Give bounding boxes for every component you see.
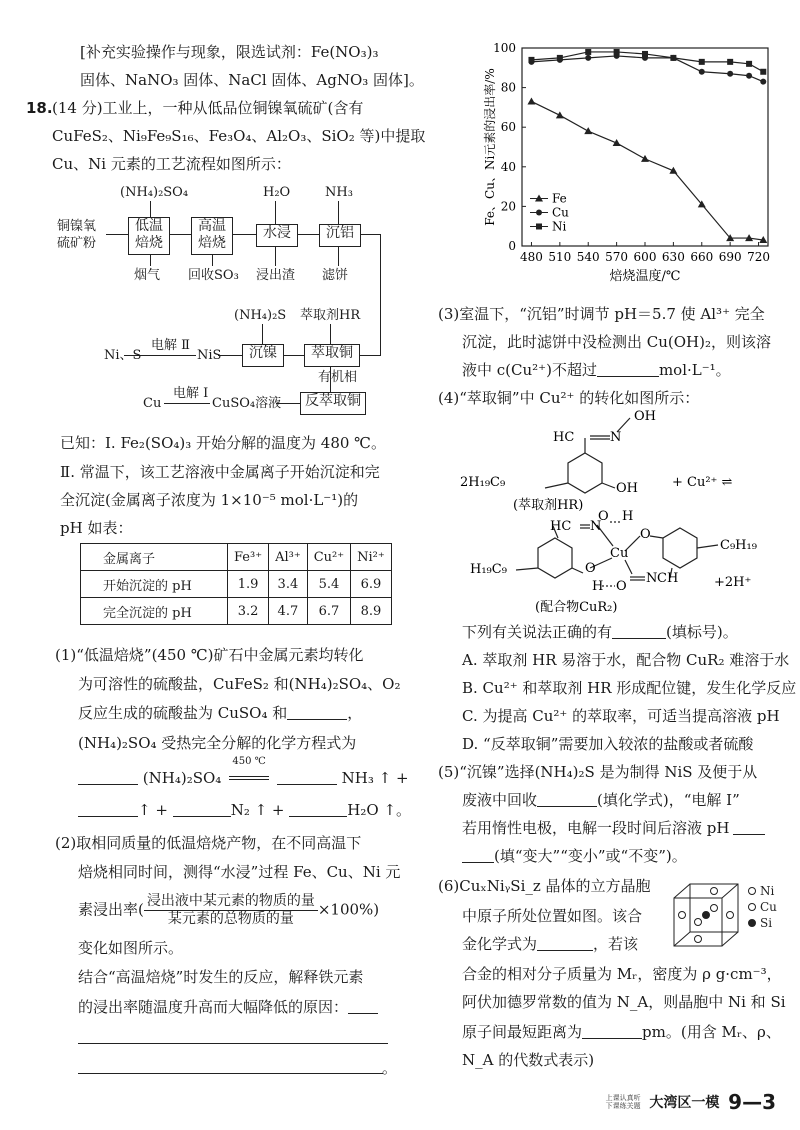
- table-cell: 6.9: [351, 571, 392, 598]
- legend-ni: Ni: [760, 884, 775, 898]
- known-condition-1: 已知：Ⅰ. Fe₂(SO₄)₃ 开始分解的温度为 480 ℃。: [60, 434, 386, 452]
- hr-oxime-oh: OH: [634, 409, 656, 424]
- electrolysis-2-label: 电解 Ⅱ: [151, 338, 190, 353]
- ni-legend-icon: [749, 888, 756, 895]
- extractant-hr-label: (萃取剂HR): [513, 498, 584, 513]
- complex-cur2-label: (配合物CuR₂): [535, 600, 618, 615]
- data-point-fe: [613, 139, 621, 146]
- ni-atom: [711, 888, 718, 895]
- legend-label-ni: Ni: [552, 219, 567, 234]
- chart-legend: [530, 191, 569, 233]
- q6-line-3: 金化学式为 ，若该: [462, 935, 639, 953]
- x-tick-label: 690: [718, 250, 742, 264]
- table-row: [81, 544, 392, 571]
- q4-option-b: B. Cu²⁺ 和萃取剂 HR 形成配位键，发生化学反应: [462, 679, 797, 697]
- complex-o-text-4: O: [616, 579, 627, 594]
- legend-marker: [536, 223, 542, 229]
- ni-atom: [695, 919, 702, 926]
- q6-line-5: 阿伏加德罗常数的值为 N_A，则晶胞中 Ni 和 Si: [462, 993, 786, 1011]
- reagent-ammonium-sulfide: (NH₄)₂S: [234, 308, 287, 323]
- table-cell: 完全沉淀的 pH: [81, 598, 228, 625]
- output-leach-residue: 浸出渣: [256, 268, 296, 283]
- data-point-ni: [760, 69, 766, 75]
- data-point-ni: [614, 49, 620, 55]
- nickel-sulfide: NiS: [197, 348, 222, 363]
- question-18-line-2: CuFeS₂、Ni₉Fe₉S₁₆、Fe₃O₄、Al₂O₃、SiO₂ 等)中提取: [52, 127, 426, 145]
- complex-alkyl-left: H₁₉C₉: [470, 562, 507, 577]
- copper-product: Cu: [143, 396, 162, 411]
- table-cell: 开始沉淀的 pH: [81, 571, 228, 598]
- y-tick-label: 80: [500, 80, 516, 95]
- answer-blank[interactable]: [537, 791, 597, 807]
- table-cell: 1.9: [228, 571, 269, 598]
- footer-slogan: 上课认真听 下课练关题: [605, 1094, 641, 1110]
- q3-line-3: 液中 c(Cu²⁺)不超过 mol·L⁻¹。: [462, 361, 731, 379]
- step-water-leach: 水浸: [256, 224, 298, 247]
- data-point-cu: [746, 73, 752, 79]
- data-point-ni: [585, 49, 591, 55]
- data-point-fe: [527, 97, 535, 104]
- q2-line-6: 的浸出率随温度升高而大幅降低的原因：: [78, 997, 378, 1017]
- cu-atom: [679, 912, 686, 919]
- data-point-cu: [585, 55, 591, 61]
- intro-line-1: [补充实验操作与现象，限选试剂：Fe(NO₃)₃: [80, 43, 379, 61]
- x-tick-label: 570: [605, 250, 629, 264]
- data-point-cu: [699, 69, 705, 75]
- q1-line-2: 为可溶性的硫酸盐，CuFeS₂ 和(NH₄)₂SO₄、O₂: [78, 675, 401, 693]
- cu-legend-icon: [749, 904, 756, 911]
- q3-line-2: 沉淀，此时滤饼中没检测出 Cu(OH)₂，则该溶: [462, 333, 772, 351]
- complex-h-text-1: H: [622, 509, 634, 524]
- answer-blank[interactable]: [78, 801, 138, 817]
- complex-alkyl-right: C₉H₁₉: [720, 538, 757, 553]
- table-row: [81, 598, 392, 625]
- si-atom: [703, 912, 710, 919]
- data-point-ni: [746, 61, 752, 67]
- copper-center: Cu: [610, 546, 629, 561]
- y-tick-label: 0: [508, 239, 516, 253]
- copper-sulfate-solution: CuSO₄溶液: [212, 396, 282, 411]
- reagent-ammonium-sulfate: (NH₄)₂SO₄: [120, 185, 189, 200]
- nickel-sulfur-products: Ni、S: [104, 348, 142, 363]
- answer-blank[interactable]: [287, 704, 347, 720]
- step-copper-back-extraction: 反萃取铜: [300, 392, 366, 415]
- q2-line-2: 焙烧相同时间，测得“水浸”过程 Fe、Cu、Ni 元: [78, 863, 401, 881]
- q2-line-7-end: 。: [382, 1059, 398, 1077]
- q6-line-1: (6)CuₓNiᵧSi_z 晶体的立方晶胞: [438, 877, 651, 895]
- exam-name: 大湾区一模: [649, 1095, 720, 1111]
- question-18-line-3: Cu、Ni 元素的工艺流程如图所示：: [52, 155, 291, 173]
- data-point-ni: [670, 55, 676, 61]
- q5-line-3: 若用惰性电极，电解一段时间后溶液 pH: [462, 818, 765, 838]
- q1-equation-line-1: (NH₄)₂SO₄ 450 ℃ NH₃ ↑ +: [78, 768, 409, 788]
- table-row: [81, 571, 392, 598]
- organic-phase-label: 有机相: [318, 370, 358, 385]
- y-tick-label: 20: [500, 199, 516, 214]
- step-high-temp-roast: 高温 焙烧: [191, 217, 233, 255]
- data-point-cu: [760, 79, 766, 85]
- leach-rate-fraction: $\frac{\text{浸出液中某元素的物质的量}}{\text{某元素的总物质的量}}$: [144, 893, 318, 928]
- q2-line-1: (2)取相同质量的低温焙烧产物，在不同高温下: [55, 834, 362, 852]
- table-header-cell: Ni²⁺: [351, 544, 392, 571]
- q1-equation-line-2: ↑ + N₂ ↑ + H₂O ↑。: [78, 800, 411, 820]
- table-cell: 6.7: [307, 598, 350, 625]
- answer-line[interactable]: [78, 1043, 388, 1044]
- chart-y-axis-label: Fe、Cu、Ni元素的浸出率/%: [483, 68, 497, 226]
- data-point-ni: [699, 59, 705, 65]
- si-legend-icon: [749, 920, 756, 927]
- chart-x-axis-label: 焙烧温度/℃: [609, 269, 681, 284]
- table-cell: 4.7: [269, 598, 308, 625]
- q5-line-1: (5)“沉镍”选择(NH₄)₂S 是为制得 NiS 及便于从: [438, 763, 758, 781]
- reaction-plus-h: +2H⁺: [714, 575, 752, 590]
- y-tick-label: 60: [500, 120, 516, 135]
- q5-line-4: (填“变大”“变小”或“不变”)。: [462, 846, 687, 866]
- step-copper-extraction: 萃取铜: [304, 344, 360, 367]
- step-aluminum-precipitation: 沉铝: [319, 224, 361, 247]
- step-nickel-precipitation: 沉镍: [242, 344, 284, 367]
- q1-line-3: 反应生成的硫酸盐为 CuSO₄ 和 ，: [78, 704, 363, 722]
- known-condition-2a: Ⅱ. 常温下，该工艺溶液中金属离子开始沉淀和完: [60, 463, 380, 481]
- table-header-cell: 金属离子: [81, 544, 228, 571]
- y-tick-label: 100: [493, 41, 516, 55]
- complex-o-text-1: O: [598, 509, 609, 524]
- legend-label-fe: Fe: [552, 191, 567, 206]
- step-low-temp-roast: 低温 焙烧: [128, 217, 170, 255]
- q3-line-1: (3)室温下，“沉铝”时调节 pH＝5.7 使 Al³⁺ 完全: [438, 305, 765, 323]
- q1-line-1: (1)“低温焙烧”(450 ℃)矿石中金属元素均转化: [55, 646, 364, 664]
- complex-ch-text: CH: [657, 571, 679, 586]
- data-point-cu: [727, 71, 733, 77]
- complex-n-text: N: [590, 519, 602, 534]
- data-point-fe: [641, 155, 649, 162]
- x-tick-label: 600: [633, 250, 657, 264]
- legend-label-cu: Cu: [552, 205, 569, 220]
- q2-line-4: 变化如图所示。: [78, 939, 184, 957]
- q6-line-2: 中原子所处位置如图。该合: [462, 907, 643, 925]
- answer-blank[interactable]: [582, 1023, 642, 1039]
- q6-line-7: N_A 的代数式表示): [462, 1051, 595, 1069]
- table-header-cell: Cu²⁺: [307, 544, 350, 571]
- complex-n-text-2: N: [646, 571, 658, 586]
- q1-line-4: (NH₄)₂SO₄ 受热完全分解的化学方程式为: [78, 734, 357, 752]
- y-tick-label: 40: [500, 159, 516, 174]
- cu-atom: [711, 905, 718, 912]
- q4-option-d: D. “反萃取铜”需要加入较浓的盐酸或者硫酸: [462, 735, 754, 753]
- x-tick-label: 720: [747, 250, 770, 264]
- raw-material: 铜镍氧 硫矿粉: [57, 219, 97, 251]
- crystal-unit-cell: [660, 878, 798, 960]
- answer-line[interactable]: [78, 1073, 383, 1074]
- answer-blank[interactable]: [733, 819, 765, 835]
- legend-si: Si: [760, 916, 773, 930]
- data-point-fe: [669, 167, 677, 174]
- data-point-ni: [557, 55, 563, 61]
- leach-rate-chart: [480, 30, 780, 292]
- answer-blank[interactable]: [78, 769, 138, 785]
- table-cell: 5.4: [307, 571, 350, 598]
- hr-alkyl-group: 2H₁₉C₉: [460, 475, 506, 490]
- q4-question: 下列有关说法正确的有 (填标号)。: [462, 623, 738, 641]
- legend-marker: [536, 209, 542, 215]
- q2-line-5: 结合“高温焙烧”时发生的反应，解释铁元素: [78, 968, 364, 986]
- x-tick-label: 510: [548, 250, 572, 264]
- table-cell: 3.2: [228, 598, 269, 625]
- output-filter-cake: 滤饼: [322, 268, 349, 283]
- answer-blank[interactable]: [462, 847, 494, 863]
- ph-table: [80, 543, 392, 625]
- answer-blank[interactable]: [277, 769, 337, 785]
- right-column: [400, 0, 800, 1130]
- q6-line-4: 合金的相对分子质量为 Mᵣ，密度为 ρ g·cm⁻³，: [462, 965, 782, 983]
- data-point-fe: [556, 111, 564, 118]
- answer-blank[interactable]: [348, 998, 378, 1014]
- known-condition-2b: 全沉淀(金属离子浓度为 1×10⁻⁵ mol·L⁻¹)的: [60, 491, 359, 509]
- known-condition-2c: pH 如表：: [60, 519, 133, 537]
- q2-line-3: 素浸出率( $\frac{\text{浸出液中某元素的物质的量}}{\text{某元素的总物质的量}}$ ×100%): [78, 893, 380, 927]
- q4-line-1: (4)“萃取铜”中 Cu²⁺ 的转化如图所示：: [438, 389, 700, 407]
- answer-blank[interactable]: [537, 935, 593, 951]
- reaction-plus-cu: + Cu²⁺ ⇌: [672, 475, 733, 490]
- ni-atom: [695, 936, 702, 943]
- table-header-cell: Fe³⁺: [228, 544, 269, 571]
- answer-blank[interactable]: [597, 361, 659, 377]
- q4-option-c: C. 为提高 Cu²⁺ 的萃取率，可适当提高溶液 pH: [462, 707, 780, 725]
- q6-line-6: 原子间最短距离为 pm。(用含 Mᵣ、ρ、: [462, 1023, 781, 1041]
- extraction-reaction-structure: [450, 408, 800, 618]
- x-tick-label: 480: [520, 250, 543, 264]
- table-cell: 3.4: [269, 571, 308, 598]
- intro-line-2: 固体、NaNO₃ 固体、NaCl 固体、AgNO₃ 固体]。: [80, 71, 424, 89]
- x-tick-label: 660: [690, 250, 714, 264]
- reagent-water: H₂O: [263, 185, 291, 200]
- table-cell: 8.9: [351, 598, 392, 625]
- data-point-ni: [528, 57, 534, 63]
- data-point-fe: [584, 127, 592, 134]
- output-flue-gas: 烟气: [134, 268, 161, 283]
- output-recovered-so3: 回收SO₃: [188, 268, 239, 283]
- data-point-ni: [642, 51, 648, 57]
- q5-line-2: 废液中回收 (填化学式)，“电解 Ⅰ”: [462, 791, 740, 809]
- answer-blank[interactable]: [173, 801, 231, 817]
- answer-blank[interactable]: [289, 801, 347, 817]
- reagent-ammonia: NH₃: [325, 185, 353, 200]
- legend-cu: Cu: [760, 900, 777, 914]
- hr-n-text: N: [610, 430, 622, 445]
- reagent-extractant-hr: 萃取剂HR: [300, 308, 361, 323]
- table-header-cell: Al³⁺: [269, 544, 308, 571]
- data-point-ni: [727, 59, 733, 65]
- answer-blank[interactable]: [612, 623, 666, 639]
- question-18-number: 18.: [26, 99, 53, 117]
- complex-o-text-3: O: [585, 561, 596, 576]
- page-footer: [606, 1090, 776, 1114]
- complex-h-text-2: H: [592, 579, 604, 594]
- ni-atom: [727, 912, 734, 919]
- page-number: 9—3: [728, 1090, 776, 1114]
- x-tick-label: 630: [661, 250, 685, 264]
- hr-phenol-oh: OH: [616, 481, 638, 496]
- q4-option-a: A. 萃取剂 HR 易溶于水，配合物 CuR₂ 难溶于水: [462, 651, 790, 669]
- x-tick-label: 540: [576, 250, 600, 264]
- electrolysis-1-label: 电解 Ⅰ: [173, 386, 209, 401]
- question-18-line-1: (14 分)工业上，一种从低品位铜镍氧硫矿(含有: [52, 99, 364, 117]
- complex-hc-text: HC: [550, 519, 572, 534]
- hr-ch-text: HC: [553, 430, 575, 445]
- complex-o-text-2: O: [640, 527, 651, 542]
